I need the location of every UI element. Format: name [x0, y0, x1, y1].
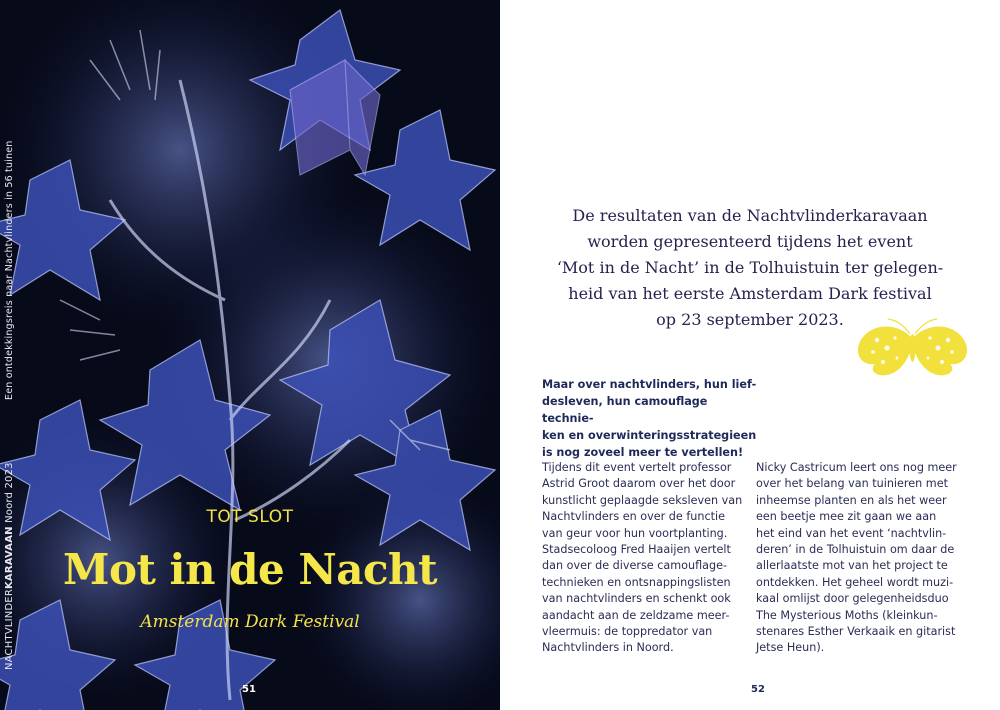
body-line: technieken en ontsnappingslisten — [542, 575, 731, 589]
page-number-right: 52 — [751, 684, 765, 695]
body-line: Tijdens dit event vertelt professor — [542, 461, 732, 474]
body-line: deren’ in de Tolhuistuin om daar de — [756, 543, 955, 557]
lead-line: desleven, hun camouflage techniе- — [542, 395, 708, 425]
body-line: over het belang van tuinieren met — [756, 477, 948, 491]
intro-line: worden gepresenteerd tijdens het event — [587, 232, 913, 251]
body-line: Nachtvlinders in Noord. — [542, 641, 674, 655]
intro-line: heid van het eerste Amsterdam Dark festival — [568, 284, 932, 303]
spine-text — [4, 140, 26, 680]
lead-line: Maar over nachtvlinders, hun lief- — [542, 378, 757, 391]
lead-line: is nog zoveel meer te vertellen! — [542, 446, 744, 459]
body-line: een beetje mee zit gaan we aan — [756, 510, 937, 524]
body-line: The Mysterious Moths (kleinkun- — [756, 608, 938, 622]
spine-series-line: NACHTVLINDERKARAVAAN Noord 2023 — [4, 462, 15, 670]
body-line: Nicky Castricum leert ons nog meer — [756, 461, 957, 474]
body-line: Astrid Groot daarom over het door — [542, 477, 736, 491]
body-line: van nachtvlinders en schenkt ook — [542, 592, 731, 606]
body-line: Stadsecoloog Fred Haaijen vertelt — [542, 543, 731, 557]
body-line: vleermuis: de toppredator van — [542, 625, 713, 639]
spine-subtitle: Een ontdekkingsreis naar Nachtvlinders in 56 tuinen — [4, 140, 15, 400]
body-line: kunstlicht geplaagde seksleven van — [542, 493, 743, 507]
body-line: Jetse Heun). — [756, 641, 825, 655]
body-line: stenares Esther Verkaaik en gitarist — [756, 625, 956, 639]
body-line: het eind van het event ‘nachtvlin- — [756, 526, 947, 540]
section-kicker: TOT SLOT — [206, 507, 294, 527]
moth-icon — [855, 318, 970, 380]
page-number-left: 51 — [242, 684, 256, 695]
body-line: inheemse planten en als het weer — [756, 493, 947, 507]
body-line: Nachtvlinders en over de functie — [542, 510, 725, 524]
intro-line: ‘Mot in de Nacht’ in de Tolhuistuin ter gelegen- — [556, 258, 944, 277]
right-page-article — [500, 0, 1000, 710]
body-column-1 — [542, 460, 752, 657]
body-line: aandacht aan de zeldzame meer- — [542, 608, 730, 622]
body-line: kaal omlijst door gelegenheidsduo — [756, 592, 949, 606]
body-line: allerlaatste mot van het project te — [756, 559, 948, 573]
lead-paragraph — [542, 376, 757, 461]
body-line: van geur voor hun voortplanting. — [542, 526, 728, 540]
body-line: ontdekken. Het geheel wordt muzi- — [756, 575, 954, 589]
intro-line: op 23 september 2023. — [656, 310, 844, 329]
page-title: Mot in de Nacht — [63, 545, 437, 594]
intro-paragraph — [540, 203, 960, 333]
page-subtitle: Amsterdam Dark Festival — [140, 612, 360, 632]
intro-line: De resultaten van de Nachtvlinderkaravaan — [572, 206, 928, 225]
body-line: dan over de diverse camouflage- — [542, 559, 727, 573]
lead-line: ken en overwinteringsstrategieen — [542, 429, 757, 442]
body-column-2 — [756, 460, 966, 657]
